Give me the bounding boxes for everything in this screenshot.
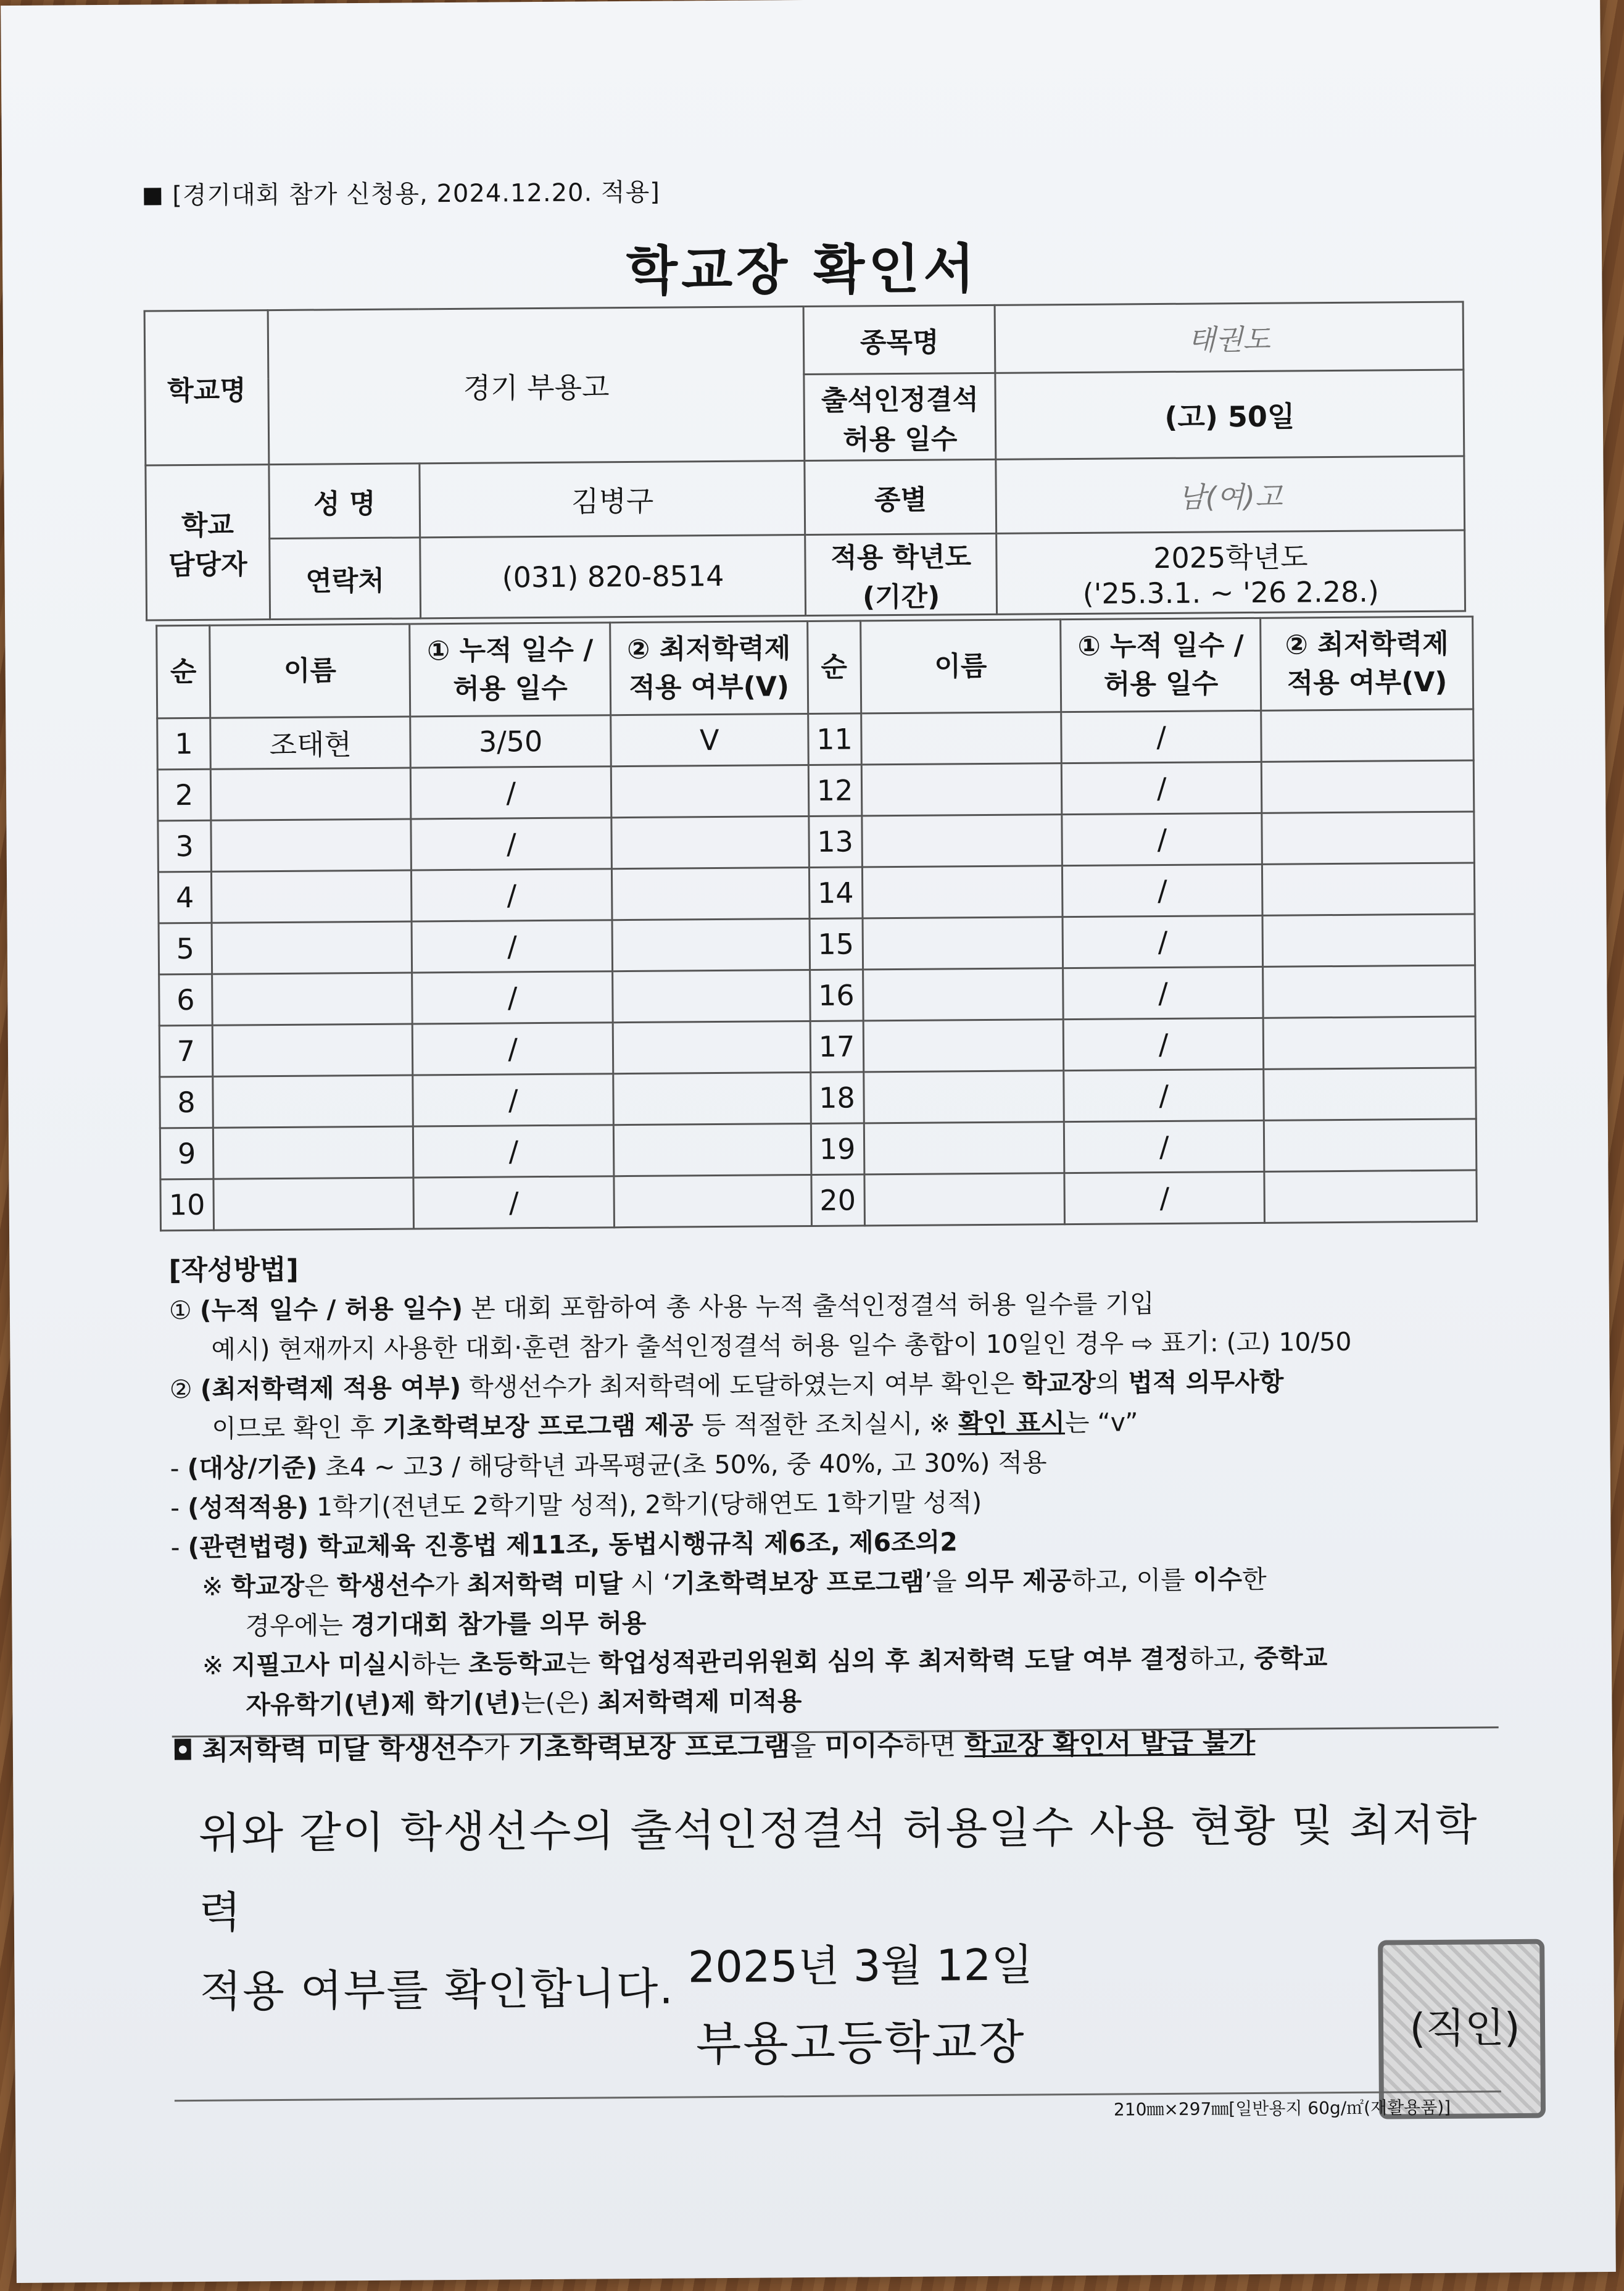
roster-name-cell [863,1020,1064,1072]
name-value: 김병구 [420,461,805,538]
table-row [157,709,1474,770]
roster-header-days: ① 누적 일수 / 허용 일수 [410,623,611,717]
instruction-target: - (대상/기준) 초4 ~ 고3 / 해당학년 과목평균(초 50%, 중 40%, 고 30%) 적용 [170,1447,1047,1484]
roster-name-cell [863,968,1063,1021]
roster-days-cell: / [1064,1069,1264,1121]
roster-days-cell: / [1061,762,1262,814]
roster-no-cell: 8 [160,1076,213,1128]
roster-name-cell [211,819,412,871]
table-row [157,760,1474,821]
roster-days-cell: / [1061,710,1262,763]
roster-no-cell: 19 [811,1123,864,1175]
table-row [159,965,1476,1026]
manager-label: 학교 담당자 [146,465,270,620]
roster-days-cell: / [1063,1018,1264,1070]
sport-value: 태권도 [995,302,1464,373]
allowed-days-label: 출석인정결석 허용 일수 [804,373,996,460]
roster-min-cell [613,1072,811,1125]
instruction-2: ② (최저학력제 적용 여부) 학생선수가 최저학력에 도달하였는지 여부 확인은 학교장의 법적 의무사항 [169,1366,1284,1405]
table-row [160,1068,1477,1128]
roster-no-cell: 10 [160,1179,214,1231]
writing-instructions [168,1242,1505,1771]
instructions-heading: [작성방법] [168,1254,299,1287]
roster-name-cell [212,1024,413,1076]
roster-header-name-right: 이름 [860,620,1061,713]
instruction-1-example: 예시) 현재까지 사용한 대회·훈련 참가 출석인정결석 허용 일수 총합이 10일인 경우 ⇨ 표기: (고) 10/50 [211,1326,1352,1365]
allowed-days-value: (고) 50일 [995,370,1464,459]
roster-name-cell [861,763,1062,816]
roster-min-cell [1264,1170,1477,1223]
instruction-note-1: ※ 학교장은 학생선수가 최저학력 미달 시 ‘기초학력보장 프로그램’을 의무 제공하고, 이를 이수한 [201,1564,1267,1602]
type-value: 남(여)고 [996,456,1465,533]
roster-min-cell [1262,914,1475,967]
roster-min-cell [1264,1119,1477,1171]
roster-header-days-right: ① 누적 일수 / 허용 일수 [1061,618,1262,712]
roster-no-cell: 17 [810,1021,864,1073]
table-row [160,1170,1477,1231]
roster-name-cell [862,866,1063,918]
roster-header-min-right: ② 최저학력제 적용 여부(V) [1261,617,1473,710]
roster-min-cell [1264,1017,1476,1069]
roster-no-cell: 7 [159,1025,213,1077]
roster-header-no-right: 순 [807,621,861,714]
table-row [160,1119,1477,1179]
roster-no-cell: 14 [809,867,863,919]
roster-no-cell: 2 [157,769,211,821]
instruction-grades: - (성적적용) 1학기(전년도 2학기말 성적), 2학기(당해연도 1학기말 성적) [170,1487,982,1523]
school-name-label: 학교명 [144,310,268,465]
roster-name-cell [864,1173,1064,1226]
roster-days-cell: / [1064,1120,1264,1173]
roster-no-cell: 6 [159,974,213,1026]
roster-name-cell [863,1071,1064,1123]
roster-no-cell: 15 [810,918,863,970]
roster-min-cell [613,1123,811,1176]
roster-min-cell: V [611,713,808,766]
roster-no-cell: 12 [808,765,862,817]
roster-min-cell [1262,812,1474,864]
roster-days-cell: / [1063,967,1264,1019]
roster-header-no: 순 [157,625,210,718]
principal-signature-line: 부용고등학교장 [695,2014,1026,2072]
document-title: 학교장 확인서 [626,238,979,303]
table-row [159,1017,1476,1077]
sport-label: 종목명 [804,305,995,374]
roster-min-cell [614,1175,811,1227]
roster-days-cell: / [413,1023,613,1075]
roster-min-cell [1264,1068,1476,1120]
roster-days-cell: / [412,920,612,973]
roster-days-cell: / [1062,813,1262,865]
issue-date: 2025년 3월 12일 [687,1939,1034,1993]
roster-name-cell [211,870,412,923]
roster-days-cell: 3/50 [410,715,611,768]
roster-no-cell: 4 [158,871,212,923]
document-page [1,0,1616,2283]
roster-no-cell: 13 [808,816,862,868]
roster-header-min: ② 최저학력제 적용 여부(V) [610,621,808,715]
student-roster-table [155,615,1478,1231]
roster-name-cell [861,712,1061,765]
roster-days-cell: / [1063,915,1263,968]
year-label: 적용 학년도 (기간) [805,533,996,615]
roster-name-cell [213,1126,413,1179]
table-row [159,914,1475,975]
roster-days-cell: / [1062,864,1262,917]
roster-no-cell: 16 [810,970,863,1021]
table-row [158,812,1475,872]
type-label: 종별 [805,459,996,534]
roster-name-cell [861,815,1062,867]
roster-min-cell [1263,965,1475,1018]
roster-min-cell [1261,709,1473,762]
roster-days-cell: / [411,818,611,870]
school-name-value: 경기 부용고 [268,307,805,465]
roster-min-cell [613,970,810,1022]
roster-days-cell: / [413,1074,613,1126]
instruction-note-2: ※ 지필고사 미실시하는 초등학교는 학업성적관리위원회 심의 후 최저학력 도달 여부 결정하고, 중학교 [202,1643,1328,1681]
roster-min-cell [611,867,809,920]
roster-min-cell [1262,863,1475,915]
roster-no-cell: 3 [158,820,212,872]
seal-label: (직인) [1409,2003,1520,2053]
roster-no-cell: 11 [808,713,861,765]
roster-no-cell: 9 [160,1128,213,1179]
instruction-2-cont: 이므로 확인 후 기초학력보장 프로그램 제공 등 적절한 조치실시, ※ 확인 표시는 “v” [212,1407,1138,1444]
roster-min-cell [1262,760,1474,813]
contact-label: 연락처 [269,538,421,620]
table-row [158,863,1475,923]
roster-days-cell: / [411,767,611,819]
roster-no-cell: 5 [159,923,212,975]
roster-name-cell [213,1075,413,1128]
roster-name-cell [212,973,413,1025]
confirmation-statement: 위와 같이 학생선수의 출석인정결석 허용일수 사용 현황 및 최저학력 적용 여부를 확인합니다. [198,1799,1478,2017]
roster-days-cell: / [412,971,613,1024]
instruction-1: ① (누적 일수 / 허용 일수) 본 대회 포함하여 총 사용 누적 출석인정결석 허용 일수를 기입 [168,1289,1154,1326]
roster-min-cell [612,918,810,971]
roster-min-cell [611,816,809,868]
roster-no-cell: 1 [157,718,211,770]
roster-header-name: 이름 [210,624,411,718]
roster-days-cell: / [412,869,612,921]
roster-min-cell [613,1021,810,1073]
instruction-warning: ◘ 최저학력 미달 학생선수가 기초학력보장 프로그램을 미이수하면 학교장 확인서 발급 불가 [172,1727,1256,1767]
paper-spec: 210㎜×297㎜[일반용지 60g/㎡(재활용품)] [1113,2097,1451,2120]
instruction-note-1-cont: 경우에는 경기대회 참가를 의무 허용 [245,1608,647,1641]
instruction-law: - (관련법령) 학교체육 진흥법 제11조, 동법시행규칙 제6조, 제6조의2 [170,1527,958,1563]
name-label: 성 명 [269,464,420,539]
roster-days-cell: / [1064,1171,1265,1224]
roster-name-cell [210,768,411,820]
roster-no-cell: 20 [811,1175,864,1226]
roster-name-cell: 조태현 [210,717,411,769]
instruction-note-2-cont: 자유학기(년)제 학기(년)는(은) 최저학력제 미적용 [246,1686,802,1720]
roster-name-cell [213,1178,414,1230]
roster-name-cell [212,921,412,974]
roster-name-cell [863,917,1063,970]
roster-min-cell [611,765,808,817]
year-value: 2025학년도 ('25.3.1. ~ '26 2.28.) [996,530,1465,614]
roster-days-cell: / [413,1125,614,1178]
square-bullet-icon [144,188,161,205]
roster-no-cell: 18 [810,1072,864,1124]
roster-days-cell: / [413,1176,614,1229]
roster-name-cell [864,1122,1064,1175]
form-usage-note: [경기대회 참가 신청용, 2024.12.20. 적용] [144,173,660,212]
contact-value: (031) 820-8514 [420,535,806,618]
school-info-table [144,301,1466,622]
